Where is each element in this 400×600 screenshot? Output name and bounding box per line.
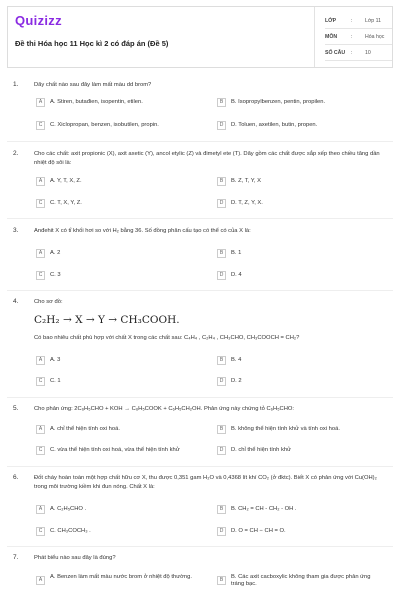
option-letter-box: D: [217, 446, 226, 455]
option-b[interactable]: [217, 424, 377, 437]
option-letter-box: B: [217, 356, 226, 365]
option-d[interactable]: [217, 526, 377, 539]
quiz-header: [7, 6, 393, 68]
option-a[interactable]: [36, 424, 196, 437]
option-text: A. Benzen làm mất màu nước brom ở nhiệt độ thường.: [50, 574, 192, 580]
option-text: C. 1: [50, 378, 61, 384]
question-text: Cho sơ đồ:: [34, 299, 63, 305]
option-d[interactable]: [217, 198, 377, 211]
option-c[interactable]: [36, 526, 196, 539]
option-letter-box: C: [36, 199, 45, 208]
question-divider: [7, 218, 393, 219]
question-divider: [7, 290, 393, 291]
quizizz-logo: Quizizz: [15, 13, 62, 28]
meta-underline: [325, 28, 392, 29]
option-text: D. 4: [231, 272, 242, 278]
option-text: C. Xiclopropan, benzen, isobutilen, propin.: [50, 122, 159, 128]
option-a[interactable]: [36, 248, 196, 261]
meta-subject: MÔN : Hóa học: [325, 34, 385, 40]
question-text: Anđehit X có tỉ khối hơi so với H₂ bằng 36. Số đồng phân cấu tạo có thể có của X là:: [34, 228, 251, 234]
meta-class-value: Lớp 11: [365, 18, 381, 24]
option-letter-box: A: [36, 576, 45, 585]
question-number: 4.: [13, 298, 19, 305]
option-a[interactable]: [36, 97, 196, 110]
option-text: B. Isopropylbenzen, pentin, propilen.: [231, 99, 326, 105]
question-number: 2.: [13, 150, 19, 157]
option-letter-box: A: [36, 425, 45, 434]
question-divider: [7, 546, 393, 547]
meta-count-value: 10: [365, 50, 371, 56]
option-letter-box: D: [217, 377, 226, 386]
option-c[interactable]: [36, 198, 196, 211]
option-text: D. O = CH − CH = O.: [231, 528, 286, 534]
meta-underline: [325, 60, 392, 61]
question-number: 5.: [13, 405, 19, 412]
option-text: C. CH₃COCH₃ .: [50, 528, 91, 534]
option-text: D. chỉ thể hiện tính khử: [231, 447, 291, 453]
meta-subject-key: MÔN: [325, 34, 338, 40]
option-letter-box: C: [36, 271, 45, 280]
question-number: 1.: [13, 81, 19, 88]
option-c[interactable]: [36, 270, 196, 283]
option-letter-box: B: [217, 98, 226, 107]
option-text: B. CH₂ = CH - CH₂ - OH .: [231, 506, 297, 512]
option-letter-box: A: [36, 177, 45, 186]
question-number: 7.: [13, 554, 19, 561]
option-b[interactable]: [217, 504, 377, 517]
option-text: B. Z, T, Y, X: [231, 178, 261, 184]
page-title: Đề thi Hóa học 11 Học kì 2 có đáp án (Đề 5): [15, 39, 169, 48]
meta-class-key: LỚP: [325, 18, 337, 24]
option-text: B. 4: [231, 357, 242, 363]
option-a[interactable]: [36, 355, 196, 368]
option-letter-box: B: [217, 576, 226, 585]
question-number: 3.: [13, 227, 19, 234]
question-text: Cho các chất: axit propionic (X), axit axetic (Y), ancol etylic (Z) và đimetyl ete (T). Dãy gồm các chất được sắp xếp theo chiều tăng dần nhiệt độ sôi là:: [34, 151, 380, 166]
question-divider: [7, 141, 393, 142]
question-text: Cho phản ứng: 2C₆H₅CHO + KOH → C₆H₅COOK + C₆H₅CH₂OH. Phản ứng này chứng tỏ C₆H₅CHO:: [34, 406, 295, 412]
option-text: C. T, X, Y, Z.: [50, 200, 82, 206]
option-letter-box: D: [217, 121, 226, 130]
option-text: A. 3: [50, 357, 61, 363]
meta-underline: [325, 44, 392, 45]
option-text: D. Toluen, axetilen, butin, propen.: [231, 122, 318, 128]
header-divider: [314, 7, 315, 67]
option-letter-box: B: [217, 249, 226, 258]
meta-subject-value: Hóa học: [365, 34, 385, 40]
option-text: A. C₂H₅CHO .: [50, 506, 87, 512]
option-d[interactable]: [217, 270, 377, 283]
option-b[interactable]: [217, 176, 377, 189]
option-letter-box: D: [217, 527, 226, 536]
option-text: B. 1: [231, 250, 242, 256]
option-letter-box: B: [217, 177, 226, 186]
option-d[interactable]: [217, 120, 377, 133]
question-number: 6.: [13, 474, 19, 481]
option-a[interactable]: [36, 572, 196, 590]
option-text: D. 2: [231, 378, 242, 384]
option-letter-box: A: [36, 356, 45, 365]
option-letter-box: C: [36, 446, 45, 455]
option-text: C. vừa thể hiện tính oxi hoá, vừa thể hiện tính khử: [50, 447, 180, 453]
option-text: A. Stiren, butađien, isopentin, etilen.: [50, 99, 143, 105]
option-c[interactable]: [36, 376, 196, 389]
option-letter-box: D: [217, 271, 226, 280]
option-letter-box: C: [36, 121, 45, 130]
question-subtext: Có bao nhiêu chất phù hợp với chất X trong các chất sau: C₄H₄ , C₂H₄ , CH₃CHO, CH₃COOCH = CH₂?: [34, 335, 300, 341]
question-divider: [7, 466, 393, 467]
option-letter-box: B: [217, 425, 226, 434]
meta-count: SỐ CÂU : 10: [325, 50, 371, 56]
option-letter-box: C: [36, 377, 45, 386]
option-a[interactable]: [36, 176, 196, 189]
option-letter-box: A: [36, 505, 45, 514]
option-letter-box: C: [36, 527, 45, 536]
option-letter-box: B: [217, 505, 226, 514]
option-letter-box: D: [217, 199, 226, 208]
question-text: Dãy chất nào sau đây làm mất màu dd brom?: [34, 82, 152, 88]
option-text: A. Y, T, X, Z.: [50, 178, 82, 184]
option-b[interactable]: [217, 355, 377, 368]
meta-count-key: SỐ CÂU: [325, 50, 346, 56]
reaction-scheme: C₂H₂ → X → Y → CH₃COOH.: [34, 314, 180, 326]
option-b[interactable]: [217, 572, 377, 590]
option-text: D. T, Z, Y, X.: [231, 200, 263, 206]
option-d[interactable]: [217, 376, 377, 389]
option-a[interactable]: [36, 504, 196, 517]
meta-class: LỚP : Lớp 11: [325, 18, 381, 24]
option-letter-box: A: [36, 98, 45, 107]
option-b[interactable]: [217, 97, 377, 110]
question-text: Phát biểu nào sau đây là đúng?: [34, 555, 116, 561]
question-text: Đốt cháy hoàn toàn một hợp chất hữu cơ X, thu được 0,351 gam H₂O và 0,4368 lít khí CO₂ (ở đktc). Biết X có phản ứng với Cu(OH)₂ trong môi trường kiềm khi đun nóng. Chất X là:: [34, 475, 377, 490]
option-letter-box: A: [36, 249, 45, 258]
option-text: A. 2: [50, 250, 61, 256]
question-divider: [7, 397, 393, 398]
option-text: C. 3: [50, 272, 61, 278]
option-c[interactable]: [36, 120, 196, 133]
option-text: B. Các axit cacboxylic không tham gia được phản ứng tráng bạc.: [231, 574, 371, 587]
option-d[interactable]: [217, 445, 377, 458]
option-c[interactable]: [36, 445, 196, 458]
option-text: A. chỉ thể hiện tính oxi hoá.: [50, 426, 120, 432]
option-text: B. không thể hiện tính khử và tính oxi hoá.: [231, 426, 340, 432]
option-b[interactable]: [217, 248, 377, 261]
